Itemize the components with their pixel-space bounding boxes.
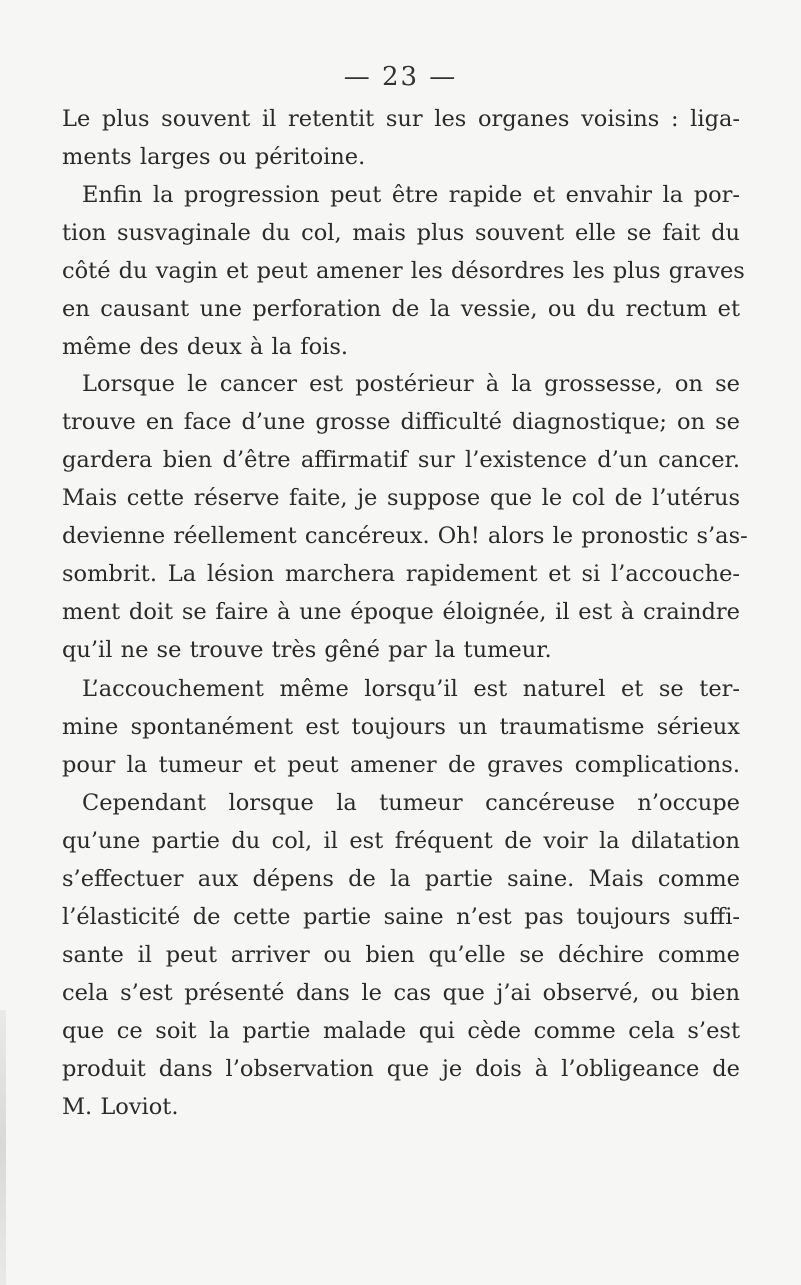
text-line: Lorsque le cancer est postérieur à la grossesse, on se [82,371,740,397]
text-line: Le plus souvent il retentit sur les organes voisins : liga- [62,106,740,132]
text-line: l’élasticité de cette partie saine n’est pas toujours suffi- [62,904,740,930]
text-line: qu’une partie du col, il est fréquent de voir la dilatation [62,828,740,854]
page-edge-shadow [0,1010,6,1285]
text-line: qu’il ne se trouve très gêné par la tumeur. [62,637,552,663]
paragraph-organes-voisins [62,100,740,176]
text-line: s’effectuer aux dépens de la partie saine. Mais comme [62,866,740,892]
text-line: trouve en face d’une grosse difficulté diagnostique; on se [62,409,740,435]
paragraph-accouchement [62,670,740,1126]
text-line: pour la tumeur et peut amener de graves complications. [62,752,740,778]
page-number: — 23 — [343,62,458,92]
text-line: Mais cette réserve faite, je suppose que le col de l’utérus [62,485,740,511]
text-line: devienne réellement cancéreux. Oh! alors le pronostic s’as- [62,523,748,549]
text-line: en causant une perforation de la vessie, ou du rectum et [62,296,740,322]
text-line: produit dans l’observation que je dois à l’obligeance de [62,1056,740,1082]
text-line: côté du vagin et peut amener les désordres les plus graves [62,258,745,284]
text-line: ments larges ou péritoine. [62,144,366,170]
text-line: que ce soit la partie malade qui cède comme cela s’est [62,1018,740,1044]
text-line: L’accouchement même lorsqu’il est naturel et se ter- [82,676,740,702]
text-line: sante il peut arriver ou bien qu’elle se déchire comme [62,942,740,968]
paragraph-progression [62,176,745,366]
paragraph-cancer-posterieur [62,365,748,669]
text-line: cela s’est présenté dans le cas que j’ai observé, ou bien [62,980,740,1006]
text-line: tion susvaginale du col, mais plus souvent elle se fait du [62,220,740,246]
text-line: sombrit. La lésion marchera rapidement et si l’accouche- [62,561,740,587]
text-line: M. Loviot. [62,1094,179,1120]
text-line: ment doit se faire à une époque éloignée, il est à craindre [62,599,740,625]
text-line: Cependant lorsque la tumeur cancéreuse n’occupe [82,790,740,816]
text-line: gardera bien d’être affirmatif sur l’existence d’un cancer. [62,447,740,473]
text-line: Enfin la progression peut être rapide et envahir la por- [82,182,740,208]
text-line: même des deux à la fois. [62,334,349,360]
text-line: mine spontanément est toujours un traumatisme sérieux [62,714,740,740]
